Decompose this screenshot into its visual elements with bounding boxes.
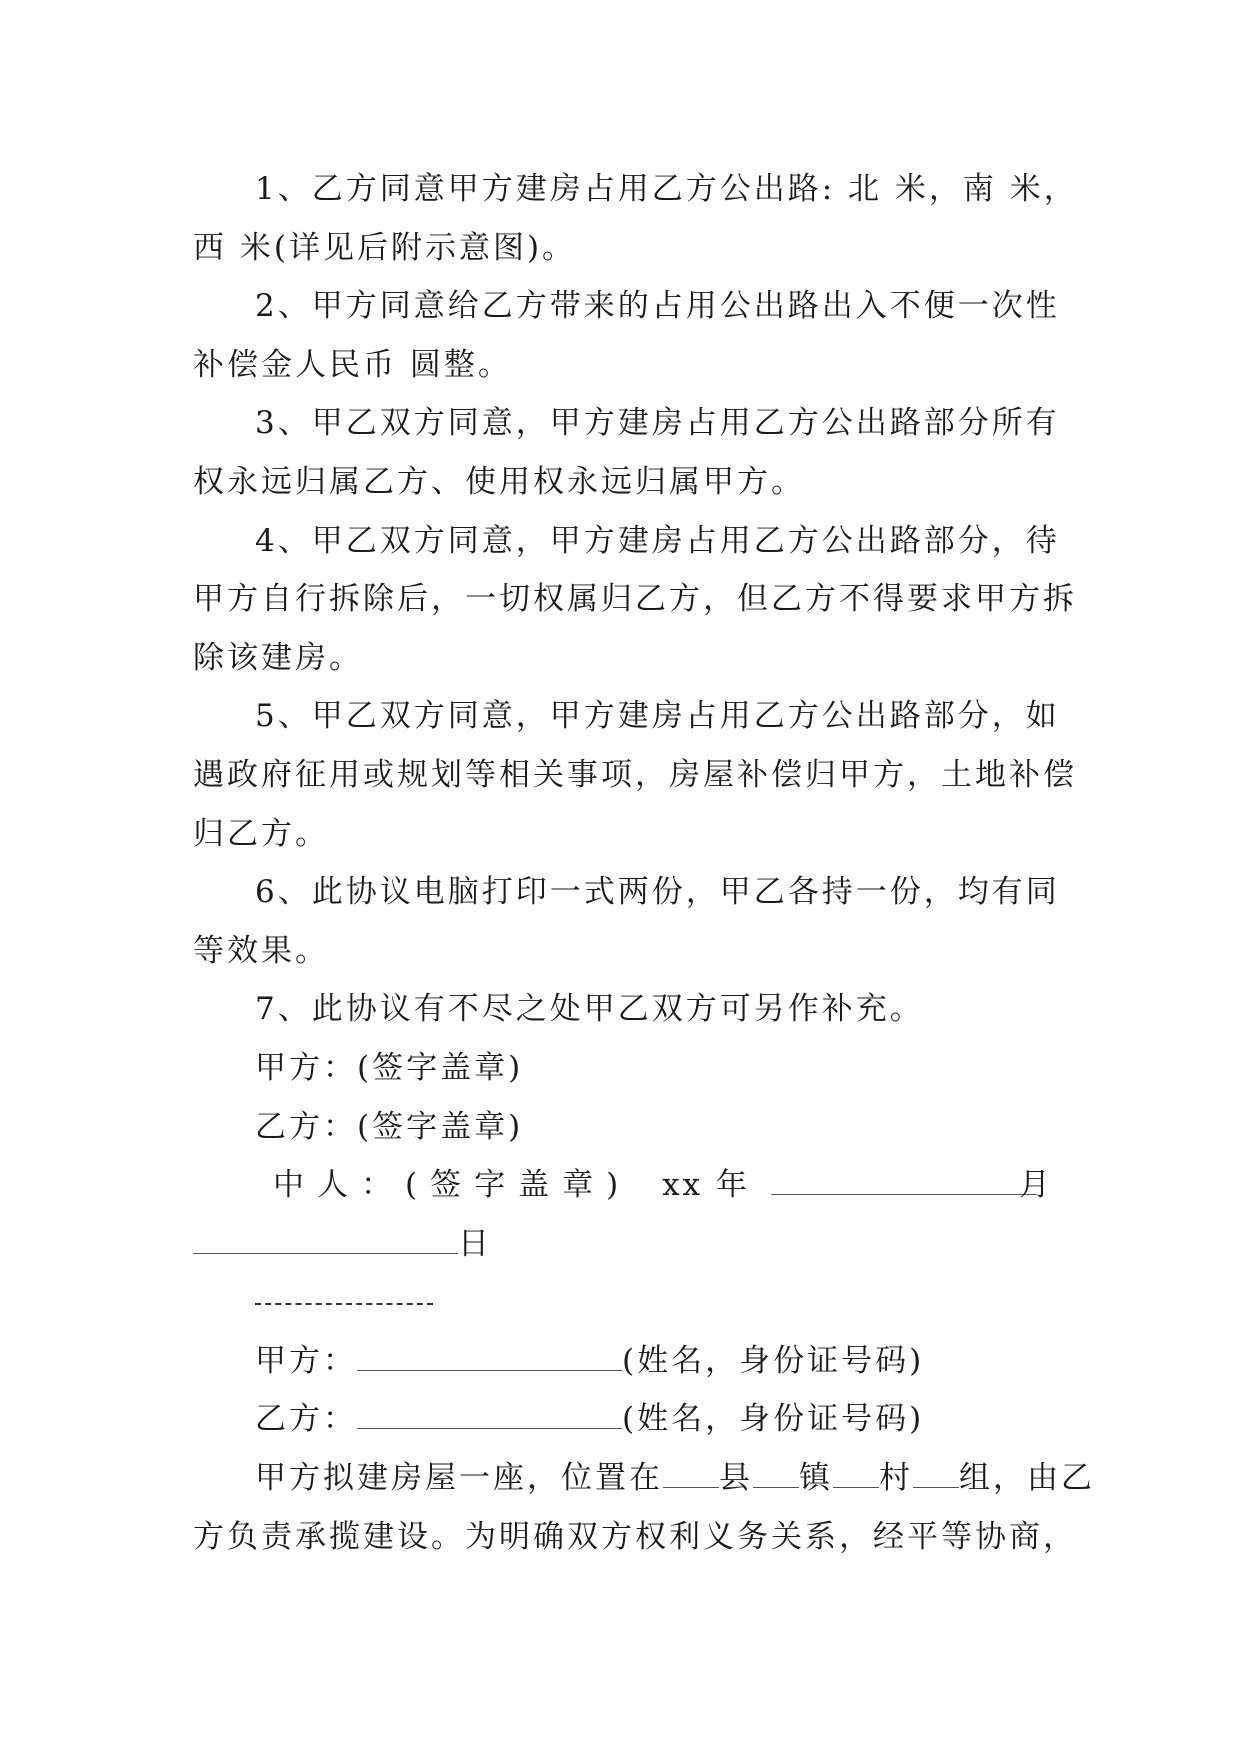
party-a-info-line [193, 1332, 1053, 1391]
village-label: 村 [879, 1460, 913, 1497]
clause-2-line-2: 补偿金人民币 圆整。 [193, 346, 512, 383]
signature-party-a: 甲方：(签字盖章) [255, 1049, 524, 1086]
party-a-blank [357, 1342, 622, 1371]
month-blank [771, 1166, 1036, 1195]
clause-1-line-1: 1、乙方同意甲方建房占用乙方公出路: 北 米，南 米， [255, 171, 1078, 207]
group-label: 组，由乙 [959, 1460, 1095, 1497]
clause-3-line-1: 3、甲乙双方同意，甲方建房占用乙方公出路部分所有 [255, 405, 1060, 442]
town-label: 镇 [799, 1460, 833, 1497]
clause-5-line-1: 5、甲乙双方同意，甲方建房占用乙方公出路部分，如 [255, 698, 1060, 735]
intro-line-2: 方负责承揽建设。为明确双方权利义务关系，经平等协商， [193, 1518, 1077, 1555]
clause-6-line-2: 等效果。 [193, 932, 329, 969]
clause-3-line-2: 权永远归属乙方、使用权永远归属甲方。 [193, 463, 805, 500]
intro-line-1 [193, 1449, 1095, 1508]
clause-4-line-3: 除该建房。 [193, 639, 363, 676]
village-blank [833, 1459, 879, 1488]
dashed-rule [255, 1303, 433, 1305]
group-blank [913, 1459, 959, 1488]
clause-2-line-1: 2、甲方同意给乙方带来的占用公出路出入不便一次性 [255, 288, 1060, 325]
intro-text: 甲方拟建房屋一座，位置在 [255, 1460, 663, 1497]
party-b-label: 乙方： [255, 1401, 357, 1438]
party-a-label: 甲方： [255, 1342, 357, 1379]
county-blank [663, 1459, 719, 1488]
clause-4-line-2: 甲方自行拆除后，一切权属归乙方，但乙方不得要求甲方拆 [193, 581, 1077, 618]
middleman-label: 中人：(签字盖章) [273, 1167, 632, 1204]
month-label: 月 [1019, 1167, 1053, 1204]
section-divider [193, 1273, 1053, 1332]
party-a-id-hint: (姓名，身份证号码) [622, 1342, 925, 1379]
signature-party-b: 乙方：(签字盖章) [255, 1108, 524, 1145]
clause-6-line-1: 6、此协议电脑打印一式两份，甲乙各持一份，均有同 [255, 874, 1060, 911]
middleman-date-line [193, 1156, 1053, 1215]
clause-1-line-2: 西 米(详见后附示意图)。 [193, 229, 577, 266]
day-blank [193, 1225, 458, 1254]
day-label: 日 [458, 1225, 492, 1262]
clause-5-line-3: 归乙方。 [193, 815, 329, 852]
year-label: xx 年 [662, 1167, 750, 1204]
day-line [193, 1215, 1053, 1274]
clause-5-line-2: 遇政府征用或规划等相关事项，房屋补偿归甲方，土地补偿 [193, 756, 1077, 793]
party-b-blank [357, 1401, 622, 1430]
document-page [193, 160, 1095, 1566]
clause-4-line-1: 4、甲乙双方同意，甲方建房占用乙方公出路部分，待 [255, 522, 1060, 559]
party-b-info-line [193, 1390, 1053, 1449]
town-blank [753, 1459, 799, 1488]
county-label: 县 [719, 1460, 753, 1497]
clause-7-line-1: 7、此协议有不尽之处甲乙双方可另作补充。 [255, 991, 924, 1028]
party-b-id-hint: (姓名，身份证号码) [622, 1401, 925, 1438]
